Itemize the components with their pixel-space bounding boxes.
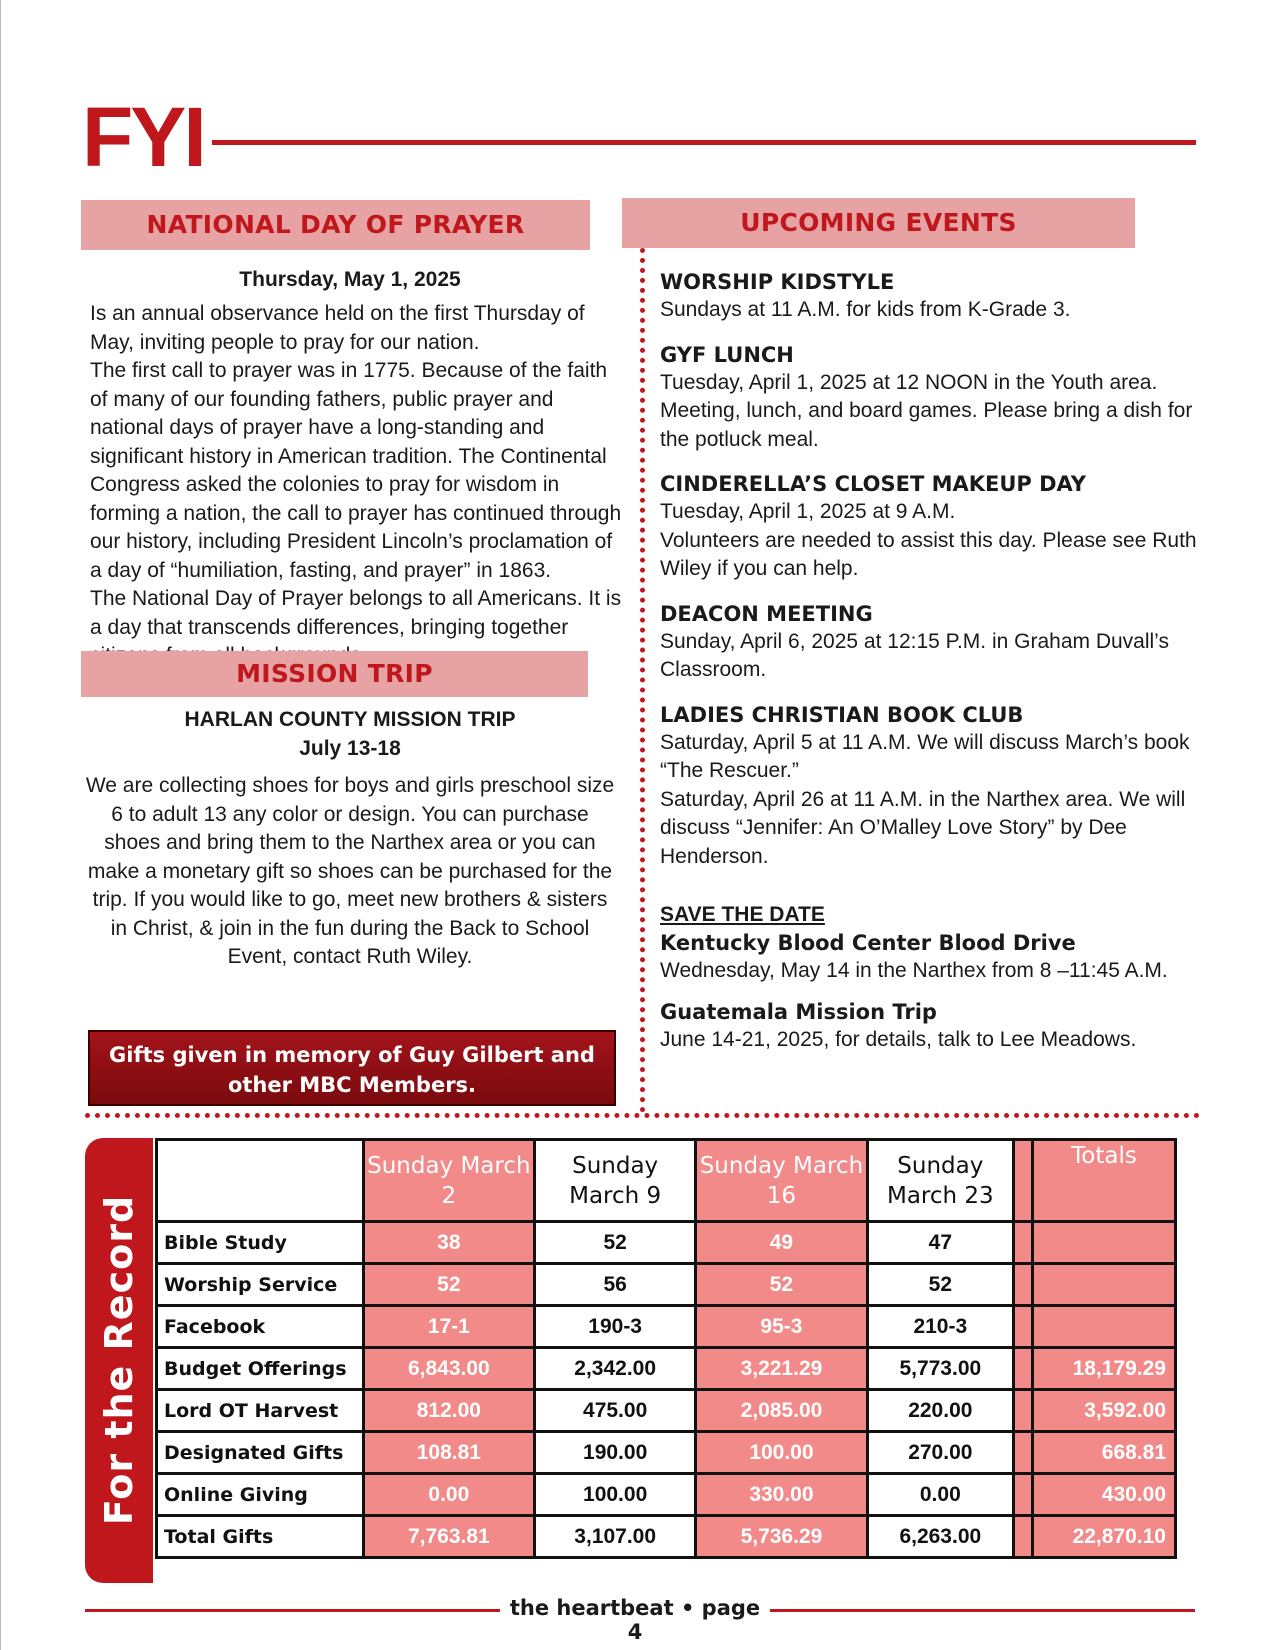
row-label: Bible Study (157, 1222, 364, 1264)
table-cell: 52 (867, 1264, 1013, 1306)
table-cell: 0.00 (363, 1474, 535, 1516)
table-spacer-cell (1013, 1306, 1032, 1348)
event-text: Tuesday, April 1, 2025 at 9 A.M. (660, 500, 956, 523)
national-day-paragraph: Is an annual observance held on the first Thursday of May, inviting people to pray for our nation. (90, 302, 585, 354)
table-row (157, 1474, 1176, 1516)
event-text: Sundays at 11 A.M. for kids from K-Grade 3. (660, 298, 1071, 321)
column-header-totals: Totals (1032, 1140, 1175, 1222)
table-cell: 2,085.00 (696, 1390, 868, 1432)
table-row (157, 1264, 1176, 1306)
table-cell: 108.81 (363, 1432, 535, 1474)
mission-trip-title (85, 706, 615, 763)
national-day-paragraph: The first call to prayer was in 1775. Because of the faith of many of our founding fathers, public prayer and national days of prayer have a long-standing and significant history in American tradition. The Continental Congress asked the colonies to pray for wisdom in forming a nation, the call to prayer has continued through our history, including President Lincoln’s proclamation of a day of “humiliation, fasting, and prayer” in 1863. (90, 359, 622, 582)
table-cell: 38 (363, 1222, 535, 1264)
save-the-date-item (660, 929, 1200, 986)
national-day-text (90, 300, 625, 671)
footer-text: the heartbeat • page 4 (509, 1596, 761, 1644)
table-cell: 210-3 (867, 1306, 1013, 1348)
table-cell: 100.00 (696, 1432, 868, 1474)
table-header-row (157, 1140, 1176, 1222)
table-cell: 7,763.81 (363, 1516, 535, 1558)
event-item (660, 268, 1200, 325)
footer-rule-left (85, 1609, 500, 1612)
for-the-record-tab (85, 1138, 153, 1583)
save-the-date-heading: SAVE THE DATE (660, 903, 825, 926)
table-cell: 220.00 (867, 1390, 1013, 1432)
table-cell: 812.00 (363, 1390, 535, 1432)
event-item (660, 600, 1200, 685)
table-cell: 52 (363, 1264, 535, 1306)
table-total-cell: 22,870.10 (1032, 1516, 1175, 1558)
national-day-date: Thursday, May 1, 2025 (239, 268, 461, 291)
table-total-cell: 668.81 (1032, 1432, 1175, 1474)
national-day-heading: NATIONAL DAY OF PRAYER (81, 200, 590, 250)
table-cell: 270.00 (867, 1432, 1013, 1474)
table-cell: 6,263.00 (867, 1516, 1013, 1558)
table-row (157, 1222, 1176, 1264)
table-row (157, 1516, 1176, 1558)
national-day-paragraph: The National Day of Prayer belongs to all Americans. It is a day that transcends differences, bringing together (90, 587, 622, 639)
title-rule (212, 140, 1196, 145)
table-cell: 3,221.29 (696, 1348, 868, 1390)
mission-trip-heading: MISSION TRIP (81, 651, 588, 697)
table-cell: 3,107.00 (535, 1516, 696, 1558)
event-title: WORSHIP KIDSTYLE (660, 270, 895, 294)
event-title: CINDERELLA’S CLOSET MAKEUP DAY (660, 472, 1086, 496)
table-corner (157, 1140, 364, 1222)
table-total-cell: 430.00 (1032, 1474, 1175, 1516)
upcoming-events-list (660, 268, 1200, 1066)
event-text: Tuesday, April 1, 2025 at 12 NOON in the Youth area. Meeting, lunch, and board games. Please bring a dish for the potluck meal. (660, 370, 1193, 451)
row-label: Lord OT Harvest (157, 1390, 364, 1432)
table-cell: 0.00 (867, 1474, 1013, 1516)
row-label: Budget Offerings (157, 1348, 364, 1390)
table-cell: 17-1 (363, 1306, 535, 1348)
table-spacer-cell (1013, 1222, 1032, 1264)
row-label: Facebook (157, 1306, 364, 1348)
save-item-text: June 14-21, 2025, for details, talk to Lee Meadows. (660, 1027, 1137, 1051)
table-spacer-cell (1013, 1516, 1032, 1558)
table-cell: 52 (535, 1222, 696, 1264)
column-header: Sunday March 2 (363, 1140, 535, 1222)
for-the-record-label: For the Record (97, 1194, 141, 1526)
event-text: Saturday, April 26 at 11 A.M. in the Narthex area. We will discuss “Jennifer: An O’Malley Love Story” by Dee Henderson. (660, 787, 1186, 868)
save-the-date-item (660, 998, 1200, 1055)
event-text: Sunday, April 6, 2025 at 12:15 P.M. in Graham Duvall’s Classroom. (660, 629, 1169, 681)
memorial-banner: Gifts given in memory of Guy Gilbert and other MBC Members. (88, 1030, 616, 1106)
table-row (157, 1348, 1176, 1390)
column-divider (640, 208, 645, 1113)
column-header: Sunday March 9 (535, 1140, 696, 1222)
table-spacer-cell (1013, 1390, 1032, 1432)
table-spacer-cell (1013, 1474, 1032, 1516)
table-spacer-cell (1013, 1348, 1032, 1390)
table-row (157, 1432, 1176, 1474)
save-item-title: Guatemala Mission Trip (660, 999, 937, 1024)
mission-trip-name: HARLAN COUNTY MISSION TRIP (184, 708, 516, 731)
section-divider (85, 1113, 1200, 1118)
page-title: FYI (82, 90, 204, 184)
table-cell: 56 (535, 1264, 696, 1306)
mission-trip-text: We are collecting shoes for boys and girls preschool size 6 to adult 13 any color or design. You can purchase shoes and bring them to the Narthex area or you can make a monetary gift so shoes can be purchased for the trip. If you would like to go, meet new brothers & sisters in Christ, & join in the fun during the Back to School Event, contact Ruth Wiley. (85, 774, 615, 968)
row-label: Total Gifts (157, 1516, 364, 1558)
event-item (660, 341, 1200, 455)
table-cell: 475.00 (535, 1390, 696, 1432)
table-cell: 100.00 (535, 1474, 696, 1516)
table-spacer-cell (1013, 1432, 1032, 1474)
table-total-cell: 3,592.00 (1032, 1390, 1175, 1432)
table-total-cell (1032, 1222, 1175, 1264)
upcoming-events-heading: UPCOMING EVENTS (622, 198, 1135, 248)
row-label: Worship Service (157, 1264, 364, 1306)
record-table (155, 1138, 1177, 1559)
footer-rule-right (770, 1609, 1195, 1612)
table-cell: 47 (867, 1222, 1013, 1264)
table-row (157, 1306, 1176, 1348)
table-cell: 190-3 (535, 1306, 696, 1348)
table-cell: 5,773.00 (867, 1348, 1013, 1390)
column-header: Sunday March 23 (867, 1140, 1013, 1222)
save-item-title: Kentucky Blood Center Blood Drive (660, 931, 1076, 955)
table-row (157, 1390, 1176, 1432)
row-label: Online Giving (157, 1474, 364, 1516)
table-cell: 330.00 (696, 1474, 868, 1516)
table-spacer-cell (1013, 1264, 1032, 1306)
table-cell: 190.00 (535, 1432, 696, 1474)
save-item-text: Wednesday, May 14 in the Narthex from 8 –11:45 A.M. (660, 959, 1168, 982)
page-edge (0, 0, 1, 1650)
table-total-cell: 18,179.29 (1032, 1348, 1175, 1390)
column-header: Sunday March 16 (696, 1140, 868, 1222)
table-cell: 5,736.29 (696, 1516, 868, 1558)
row-label: Designated Gifts (157, 1432, 364, 1474)
event-text: Volunteers are needed to assist this day. Please see Ruth Wiley if you can help. (660, 528, 1197, 580)
event-title: GYF LUNCH (660, 342, 794, 367)
table-cell: 52 (696, 1264, 868, 1306)
event-item (660, 470, 1200, 584)
event-text: Saturday, April 5 at 11 A.M. We will discuss March’s book “The Rescuer.” (660, 730, 1190, 782)
table-cell: 2,342.00 (535, 1348, 696, 1390)
table-cell: 95-3 (696, 1306, 868, 1348)
event-title: LADIES CHRISTIAN BOOK CLUB (660, 702, 1024, 727)
table-cell: 49 (696, 1222, 868, 1264)
table-total-cell (1032, 1306, 1175, 1348)
event-title: DEACON MEETING (660, 601, 873, 626)
column-spacer (1013, 1140, 1032, 1222)
table-cell: 6,843.00 (363, 1348, 535, 1390)
mission-trip-dates: July 13-18 (299, 736, 401, 760)
event-item (660, 701, 1200, 872)
table-total-cell (1032, 1264, 1175, 1306)
